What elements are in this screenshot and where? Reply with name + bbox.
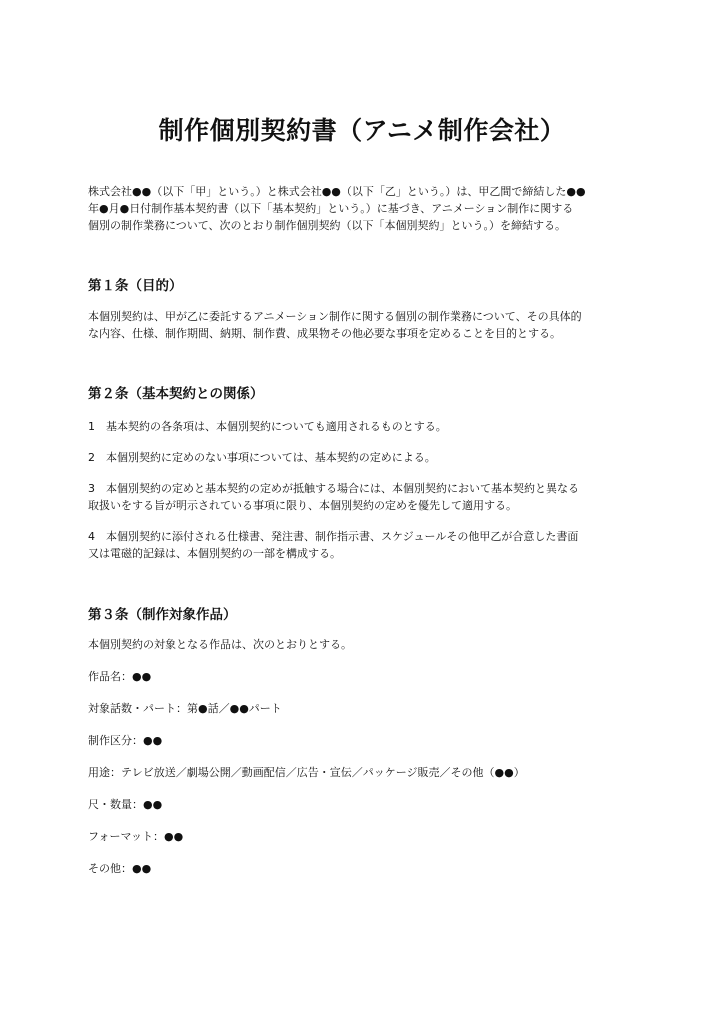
work-item-length: [88, 796, 636, 813]
article-3: [88, 605, 636, 877]
intro-line: 年●月●日付制作基本契約書（以下「基本契約」という。）に基づき、アニメーション制作に関する: [88, 202, 574, 215]
clause-paragraph: [88, 418, 636, 435]
article-2: [88, 384, 636, 562]
article-heading: 第２条（基本契約との関係）: [88, 386, 264, 402]
paragraph-line: 4 本個別契約に添付される仕様書、発注書、制作指示書、スケジュールその他甲乙が合意した書面: [88, 530, 579, 543]
work-item-usage: [88, 764, 636, 781]
item-line: 尺・数量：●●: [88, 798, 163, 811]
item-line: 作品名：●●: [88, 670, 152, 683]
work-item-episodes: [88, 700, 636, 717]
clause-paragraph: [88, 449, 636, 466]
paragraph-line: 1 基本契約の各条項は、本個別契約についても適用されるものとする。: [88, 420, 447, 433]
article-1: [88, 276, 636, 342]
work-item-other: [88, 860, 636, 877]
intro-paragraph: [88, 183, 636, 234]
item-line: フォーマット：●●: [88, 830, 184, 843]
paragraph-line: 本個別契約の対象となる作品は、次のとおりとする。: [88, 638, 352, 651]
paragraph-line: 3 本個別契約の定めと基本契約の定めが抵触する場合には、本個別契約において基本契約と異なる: [88, 482, 579, 495]
work-item-format: [88, 828, 636, 845]
article-paragraph: [88, 308, 636, 342]
item-line: その他：●●: [88, 862, 152, 875]
paragraph-line: 又は電磁的記録は、本個別契約の一部を構成する。: [88, 547, 341, 560]
intro-line: 株式会社●●（以下「甲」という。）と株式会社●●（以下「乙」という。）は、甲乙間で締結した●●: [88, 185, 586, 198]
article-heading: 第３条（制作対象作品）: [88, 607, 237, 623]
paragraph-line: 取扱いをする旨が明示されている事項に限り、本個別契約の定めを優先して適用する。: [88, 499, 517, 512]
intro-line: 個別の制作業務について、次のとおり制作個別契約（以下「本個別契約」という。）を締結する。: [88, 219, 567, 232]
work-item-title: [88, 668, 636, 685]
paragraph-line: 2 本個別契約に定めのない事項については、基本契約の定めによる。: [88, 451, 436, 464]
item-line: 制作区分：●●: [88, 734, 163, 747]
item-line: 対象話数・パート：第●話／●●パート: [88, 702, 282, 715]
article-heading: 第１条（目的）: [88, 278, 183, 294]
paragraph-line: 本個別契約は、甲が乙に委託するアニメーション制作に関する個別の制作業務について、その具体的: [88, 310, 582, 323]
article-paragraph: [88, 636, 636, 653]
clause-paragraph: [88, 480, 636, 514]
work-item-category: [88, 732, 636, 749]
document-title: 制作個別契約書（アニメ制作会社）: [158, 116, 566, 145]
clause-paragraph: [88, 528, 636, 562]
paragraph-line: な内容、仕様、制作期間、納期、制作費、成果物その他必要な事項を定めることを目的とする。: [88, 327, 561, 340]
item-line: 用途：テレビ放送／劇場公開／動画配信／広告・宣伝／パッケージ販売／その他（●●）: [88, 766, 525, 779]
